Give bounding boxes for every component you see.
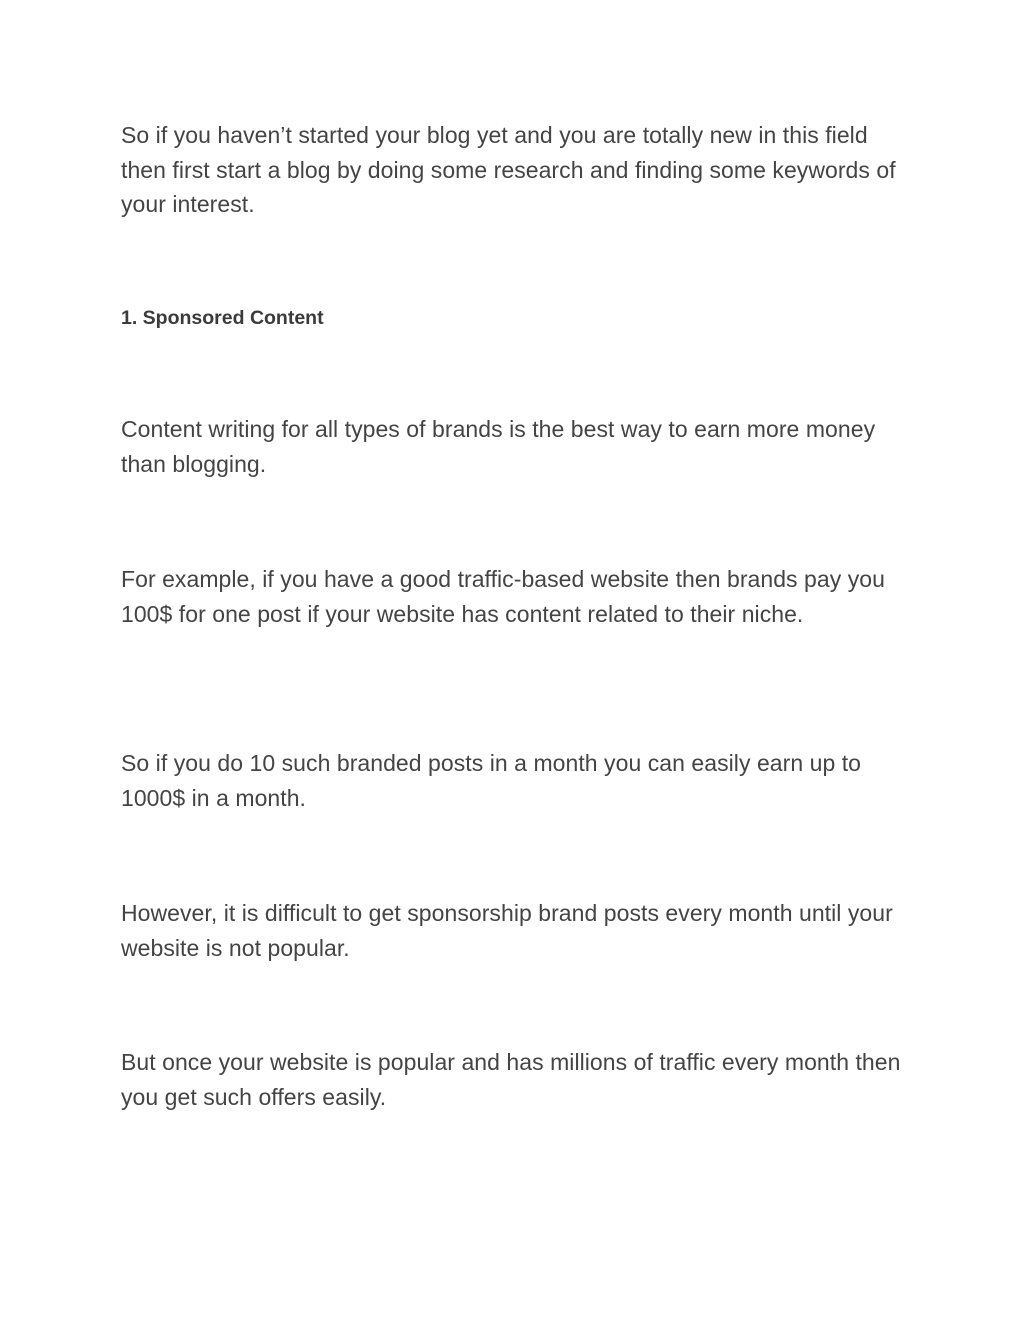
body-paragraph: So if you do 10 such branded posts in a month you can easily earn up to 1000$ in a month. [121,750,862,811]
body-paragraph: But once your website is popular and has millions of traffic every month then you get such offers easily. [121,1049,901,1110]
body-paragraph: For example, if you have a good traffic-based website then brands pay you 100$ for one post if your website has content related to their niche. [121,566,885,627]
body-paragraph: However, it is difficult to get sponsorship brand posts every month until your website is not popular. [121,900,893,961]
intro-paragraph: So if you haven’t started your blog yet and you are totally new in this field then first start a blog by doing some research and finding some keywords of your interest. [121,122,896,217]
body-paragraph: Content writing for all types of brands is the best way to earn more money than blogging. [121,416,876,477]
section-heading: 1. Sponsored Content [121,307,324,329]
